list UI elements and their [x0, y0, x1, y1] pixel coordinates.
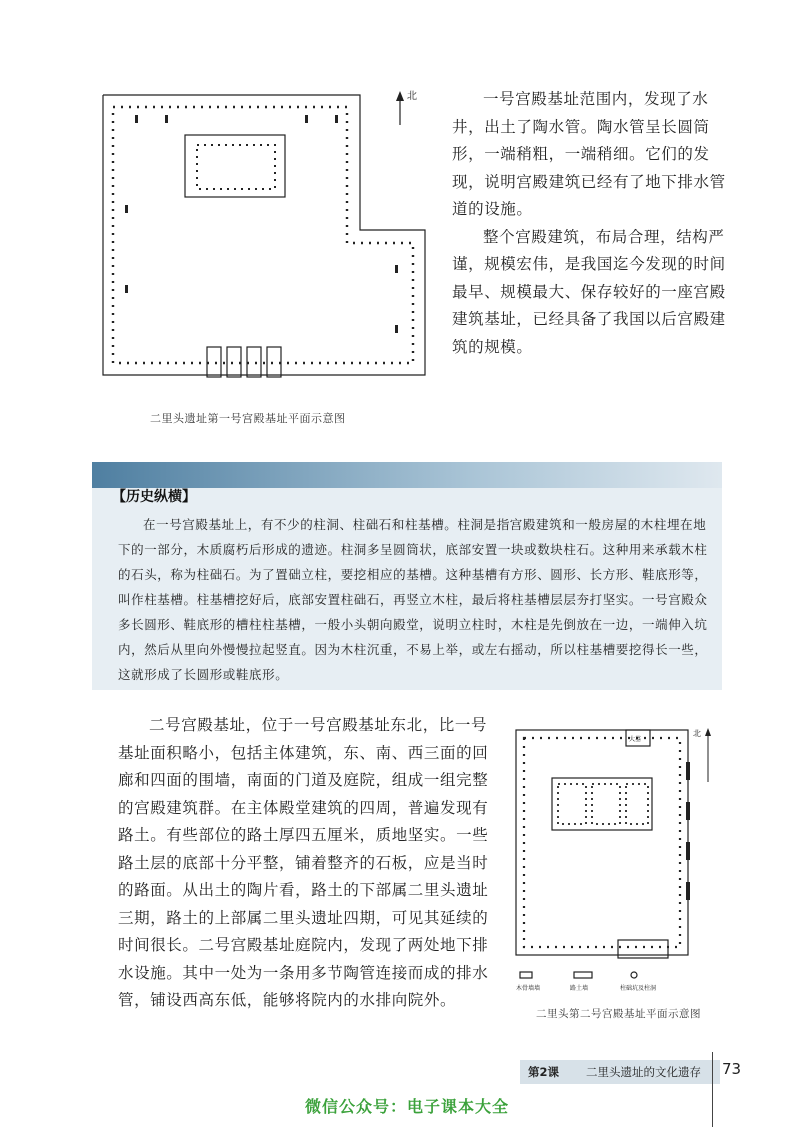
history-sidebar-header-bar	[92, 462, 722, 488]
paragraph-3: 二号宫殿基址，位于一号宫殿基址东北，比一号基址面积略小，包括主体建筑，东、南、西三面的回廊和四面的围墙，南面的门道及庭院，组成一组完整的宫殿建筑群。在主体殿堂建筑的四周，普遍发现有路土。有些部位的路土厚四五厘米，质地坚实。一些路土层的底部十分平整，铺着整齐的石板，应是当时的路面。从出土的陶片看，路土的下部属二里头遗址三期，路土的上部属二里头遗址四期，可见其延续的时间很长。二号宫殿基址庭院内，发现了两处地下排水设施。其中一处为一条用多节陶管连接而成的排水管，铺设西高东低，能够将院内的水排向院外。	[118, 716, 489, 1009]
left-column-text	[118, 712, 490, 1015]
paragraph-1: 一号宫殿基址范围内，发现了水井，出土了陶水管。陶水管呈长圆筒形，一端稍粗，一端稍细。它们的发现，说明宫殿建筑已经有了地下排水管道的设施。	[452, 90, 726, 218]
history-sidebar-body: 在一号宫殿基址上，有不少的柱洞、柱础石和柱基槽。柱洞是指宫殿建筑和一般房屋的木柱埋在地下的一部分，木质腐朽后形成的遗迹。柱洞多呈圆筒状，底部安置一块或数块柱石。这种用来承载木柱的石头，称为柱础石。为了置础立柱，要挖相应的基槽。这种基槽有方形、圆形、长方形、鞋底形等，叫作柱基槽。柱基槽挖好后，底部安置柱础石，再竖立木柱，最后将柱基槽层层夯打坚实。一号宫殿众多长圆形、鞋底形的槽柱柱基槽，一般小头朝向殿堂，说明立柱时，木柱是先倒放在一边，一端伸入坑内，然后从里向外慢慢拉起竖直。因为木柱沉重，不易上举，或左右摇动，所以柱基槽要挖得长一些，这就形成了长圆形或鞋底形。	[118, 517, 708, 682]
figure-1-plan	[95, 85, 435, 405]
footer-lesson-title: 二里头遗址的文化遗存	[586, 1065, 701, 1079]
footer-lesson-number: 第2课	[528, 1065, 560, 1079]
footer-lesson-bar	[520, 1060, 720, 1084]
legend-item-1: 木骨墙墙	[516, 985, 541, 992]
watermark-text: 微信公众号：电子课本大全	[305, 1097, 510, 1116]
paragraph-2: 整个宫殿建筑，布局合理，结构严谨，规模宏伟，是我国迄今发现的时间最早、规模最大、保存较好的一座宫殿建筑基址，已经具备了我国以后宫殿建筑的规模。	[452, 227, 726, 356]
figure-1-caption: 二里头遗址第一号宫殿基址平面示意图	[150, 412, 346, 425]
building-label: 大墓	[629, 736, 642, 743]
north-label-1: 北	[407, 91, 417, 102]
history-sidebar-title: 【历史纵横】	[112, 489, 196, 505]
figure-2-plan	[508, 722, 720, 1002]
legend-item-3: 柱础坑及柱洞	[620, 985, 657, 992]
right-column-text	[452, 86, 737, 361]
figure-2-caption: 二里头第二号宫殿基址平面示意图	[536, 1008, 701, 1020]
north-label-2: 北	[693, 729, 701, 738]
legend-item-2: 路土墙	[570, 985, 589, 992]
footer-divider	[712, 1052, 713, 1127]
page-number: 73	[722, 1060, 742, 1078]
